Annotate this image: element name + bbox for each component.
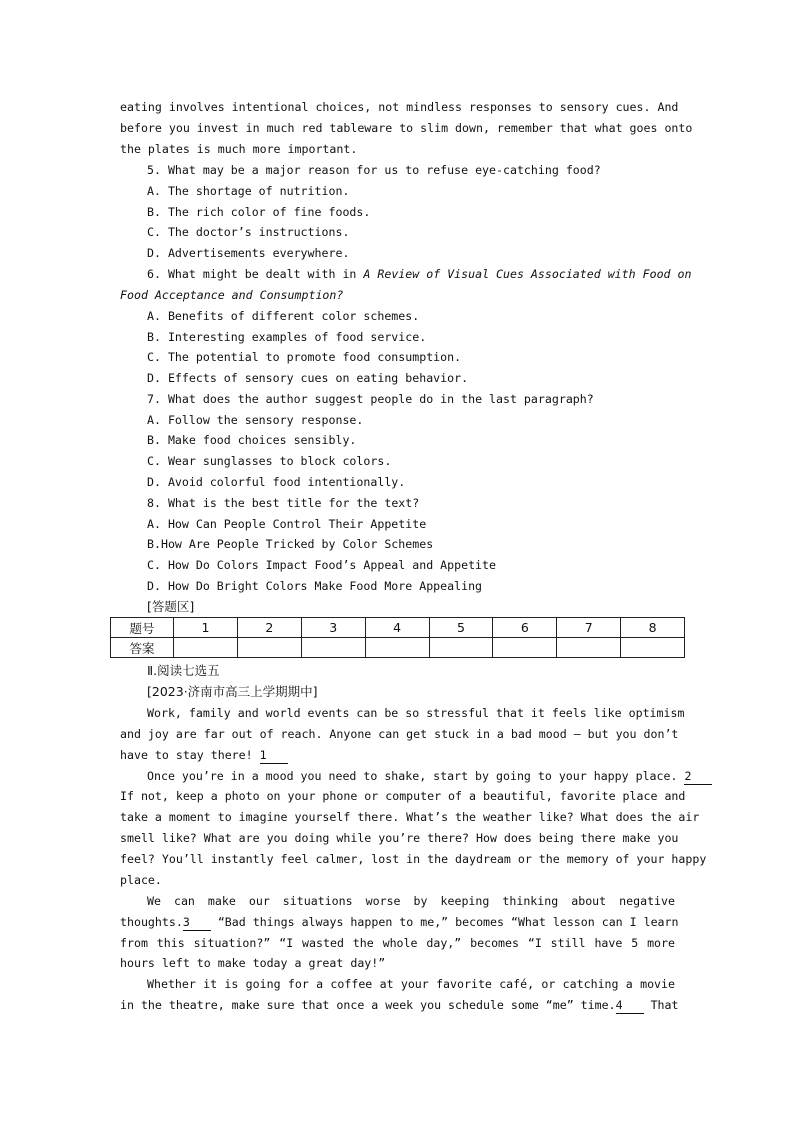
option-d: D. Effects of sensory cues on eating behavior.: [147, 371, 469, 385]
passage-line: We can make our situations worse by keeping thinking about negative: [147, 894, 675, 908]
passage-line: hours left to make today a great day!”: [120, 956, 386, 970]
question-mark: ?: [336, 288, 344, 302]
table-row-numbers: [111, 618, 685, 638]
passage-line: [120, 995, 679, 1015]
passage-text: thoughts.: [120, 915, 183, 929]
question-7: [147, 389, 675, 409]
answer-number-5: 5: [429, 618, 493, 638]
passage-line: Whether it is going for a coffee at your favorite café, or catching a movie: [147, 977, 675, 991]
answer-cell[interactable]: [174, 638, 238, 658]
option-a: A. How Can People Control Their Appetite: [147, 517, 427, 531]
section-title: Ⅱ.阅读七选五: [147, 663, 220, 678]
answer-cell[interactable]: [301, 638, 365, 658]
passage-text: “Bad things always happen to me,” becomes “What lesson can I learn: [217, 915, 679, 929]
answer-cell[interactable]: [237, 638, 301, 658]
question-stem: What may be a major reason for us to refuse eye-catching food?: [167, 163, 601, 177]
answer-number-7: 7: [557, 618, 621, 638]
option-d: D. How Do Bright Colors Make Food More Appealing: [147, 579, 483, 593]
option-b: B. The rich color of fine foods.: [147, 205, 371, 219]
passage-text: Once you’re in a mood you need to shake, start by going to your happy place.: [147, 769, 678, 783]
answer-cell[interactable]: [429, 638, 493, 658]
answer-number-3: 3: [301, 618, 365, 638]
passage-line: place.: [120, 873, 162, 887]
option-a: A. Benefits of different color schemes.: [147, 309, 420, 323]
passage-line: [147, 766, 692, 786]
question-number: 8.: [147, 496, 161, 510]
row-header-answer: 答案: [111, 638, 174, 658]
passage-line: before you invest in much red tableware to slim down, remember that what goes onto: [120, 121, 693, 135]
option-a: A. The shortage of nutrition.: [147, 184, 350, 198]
passage-line: [120, 745, 675, 765]
answer-cell[interactable]: [621, 638, 685, 658]
answer-number-4: 4: [365, 618, 429, 638]
answer-table: [110, 617, 685, 658]
answer-number-2: 2: [237, 618, 301, 638]
section-source: [2023·济南市高三上学期期中]: [147, 684, 318, 699]
question-5: [147, 160, 675, 180]
answer-cell[interactable]: [365, 638, 429, 658]
answer-cell[interactable]: [557, 638, 621, 658]
blank-2[interactable]: 2: [684, 769, 712, 785]
passage-line: and joy are far out of reach. Anyone can get stuck in a bad mood — but you don’t: [120, 727, 679, 741]
option-a: A. Follow the sensory response.: [147, 413, 364, 427]
passage-text: have to stay there!: [120, 748, 253, 762]
question-number: 7.: [147, 392, 161, 406]
passage-line: eating involves intentional choices, not mindless responses to sensory cues. And: [120, 100, 679, 114]
option-c: C. The doctor’s instructions.: [147, 225, 350, 239]
option-b: B. Interesting examples of food service.: [147, 330, 427, 344]
option-b: B.How Are People Tricked by Color Schemes: [147, 537, 434, 551]
passage-line: take a moment to imagine yourself there. What’s the weather like? What does the air: [120, 810, 700, 824]
blank-3[interactable]: 3: [183, 915, 211, 931]
option-c: C. The potential to promote food consumption.: [147, 350, 462, 364]
question-6: [147, 264, 692, 284]
option-d: D. Advertisements everywhere.: [147, 246, 350, 260]
option-c: C. How Do Colors Impact Food’s Appeal and Appetite: [147, 558, 497, 572]
option-c: C. Wear sunglasses to block colors.: [147, 454, 392, 468]
option-b: B. Make food choices sensibly.: [147, 433, 357, 447]
passage-line: [120, 912, 679, 932]
table-row-answers: [111, 638, 685, 658]
passage-text: That: [650, 998, 679, 1012]
question-6-continued: [120, 285, 675, 305]
passage-text: in the theatre, make sure that once a week you schedule some “me” time.: [120, 998, 616, 1012]
answer-cell[interactable]: [493, 638, 557, 658]
answer-number-1: 1: [174, 618, 238, 638]
answer-number-8: 8: [621, 618, 685, 638]
article-title: A Review of Visual Cues Associated with Food on: [363, 267, 692, 281]
blank-4[interactable]: 4: [616, 998, 644, 1014]
question-stem: What is the best title for the text?: [167, 496, 420, 510]
blank-1[interactable]: 1: [260, 748, 288, 764]
passage-line: Work, family and world events can be so stressful that it feels like optimism: [147, 706, 685, 720]
passage-line: the plates is much more important.: [120, 142, 358, 156]
answer-area-label: [答题区]: [147, 599, 195, 614]
passage-line: from this situation?” “I wasted the whole day,” becomes “I still have 5 more: [120, 936, 675, 950]
option-d: D. Avoid colorful food intentionally.: [147, 475, 406, 489]
row-header-number: 题号: [111, 618, 174, 638]
question-number: 6.: [147, 267, 161, 281]
question-stem-pre: What might be dealt with in: [167, 267, 364, 281]
question-8: [147, 493, 675, 513]
answer-number-6: 6: [493, 618, 557, 638]
passage-line: If not, keep a photo on your phone or computer of a beautiful, favorite place and: [120, 789, 686, 803]
passage-line: feel? You’ll instantly feel calmer, lost in the daydream or the memory of your happy: [120, 852, 707, 866]
article-title-continued: Food Acceptance and Consumption: [120, 288, 337, 302]
question-stem: What does the author suggest people do in the last paragraph?: [167, 392, 594, 406]
question-number: 5.: [147, 163, 161, 177]
passage-line: smell like? What are you doing while you’re there? How does being there make you: [120, 831, 679, 845]
